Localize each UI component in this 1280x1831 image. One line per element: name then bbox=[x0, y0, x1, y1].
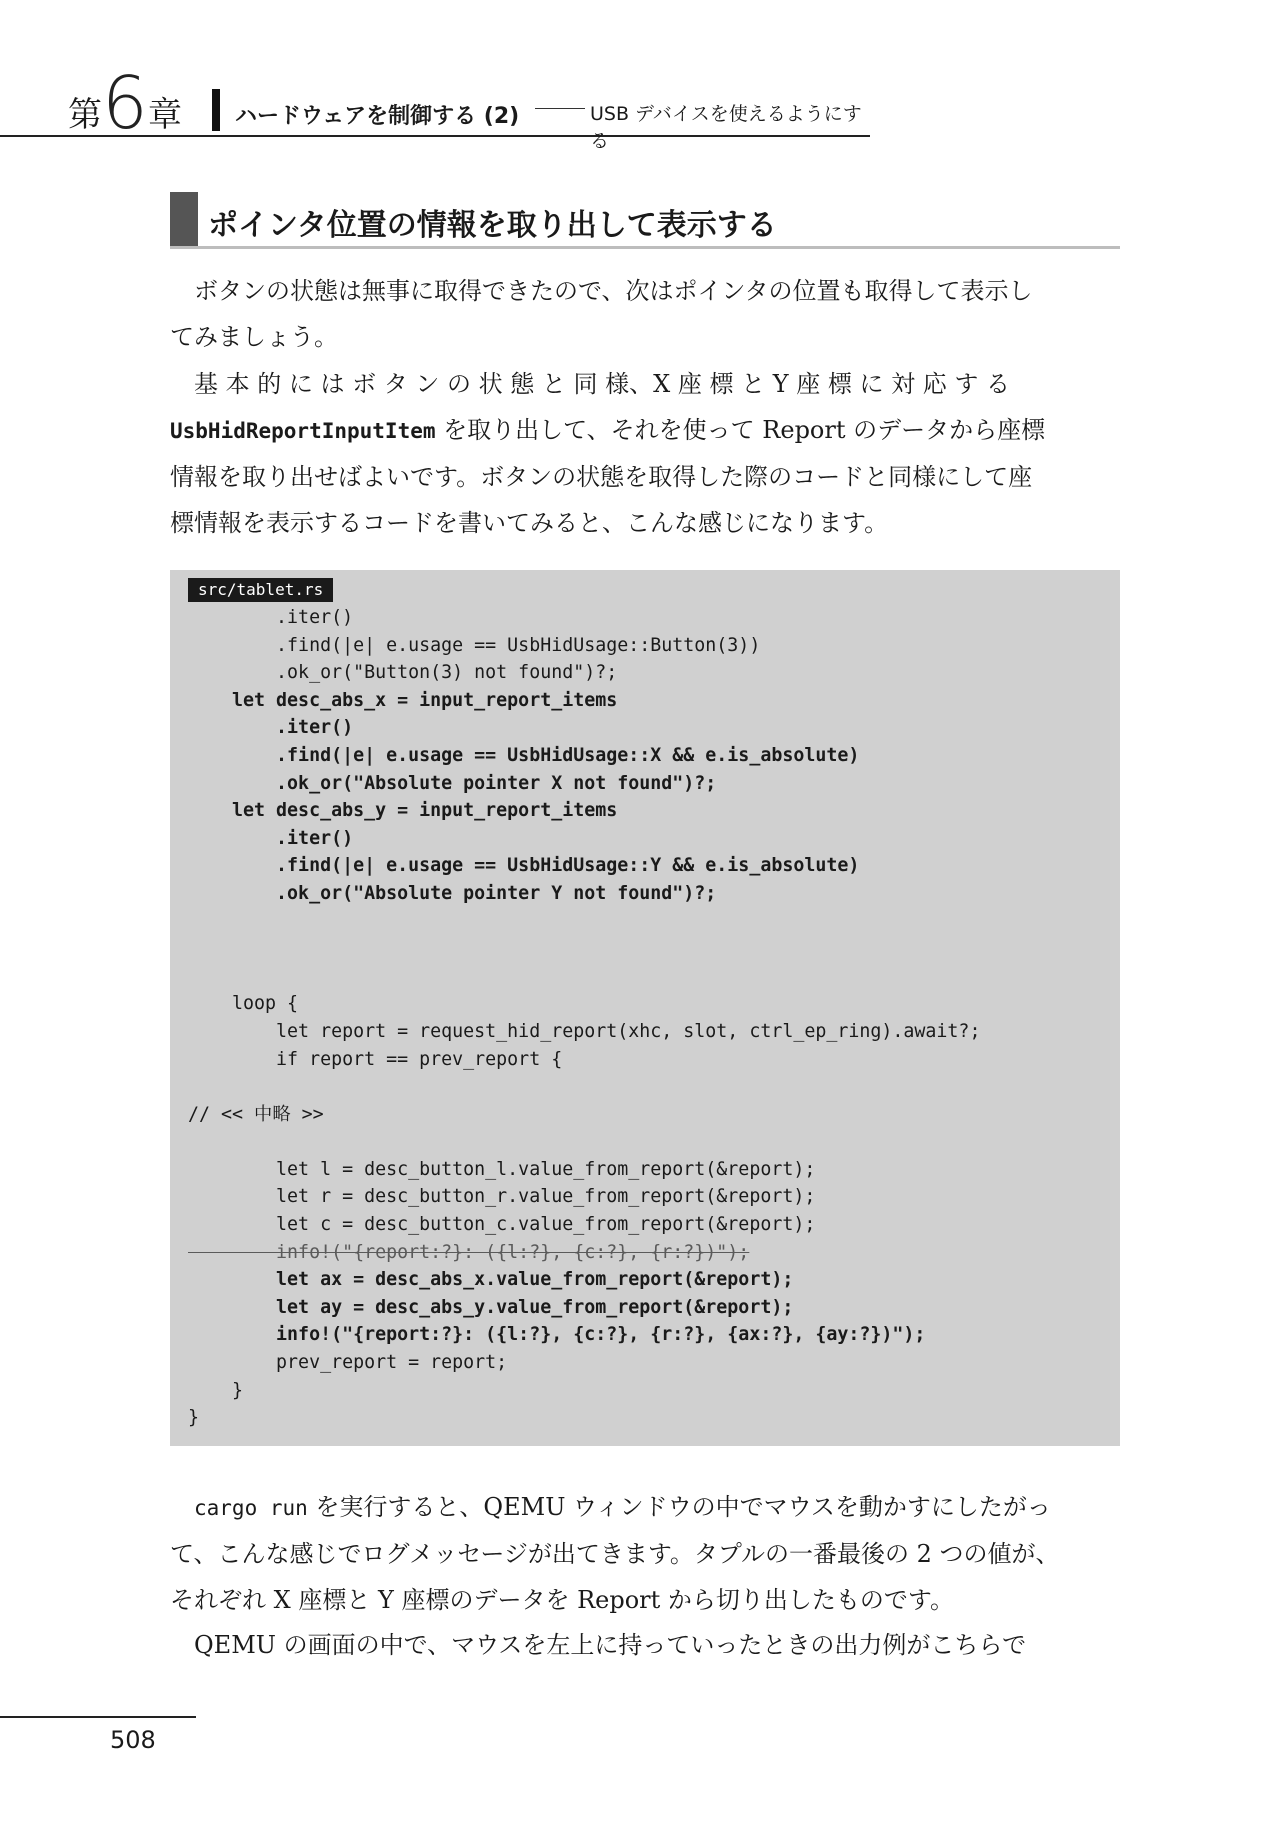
text-fragment: を取り出して、それを使って Report のデータから座標 bbox=[435, 416, 1046, 444]
code-line bbox=[188, 935, 1108, 963]
code-line: // << 中略 >> bbox=[188, 1103, 324, 1125]
text-line: 標情報を表示するコードを書いてみると、こんな感じになります。 bbox=[170, 509, 889, 537]
code-line bbox=[188, 1128, 1108, 1156]
text-line: QEMU の画面の中で、マウスを左上に持っていったときの出力例がこちらで bbox=[170, 1631, 1027, 1659]
section-heading-bar bbox=[170, 192, 198, 246]
code-line: if report == prev_report { bbox=[188, 1048, 563, 1070]
code-line: .find(|e| e.usage == UsbHidUsage::X && e.is_absolute) bbox=[188, 744, 860, 766]
outro-paragraph-1 bbox=[170, 1484, 1120, 1623]
chapter-title: ハードウェアを制御する (2) bbox=[235, 104, 520, 129]
intro-paragraph-1 bbox=[170, 268, 1120, 360]
code-line: } bbox=[188, 1379, 244, 1401]
code-line: .iter() bbox=[188, 607, 354, 628]
code-line bbox=[188, 908, 1108, 936]
code-block bbox=[170, 570, 1120, 1446]
text-line: 基 本 的 に は ボ タ ン の 状 態 と 同 様、X 座 標 と Y 座 標 に 対 応 す る bbox=[170, 370, 1011, 398]
code-line: .find(|e| e.usage == UsbHidUsage::Y && e.is_absolute) bbox=[188, 855, 860, 877]
chapter-suffix: 章 bbox=[148, 95, 182, 135]
page-number: 508 bbox=[110, 1726, 156, 1754]
code-line: let r = desc_button_r.value_from_report(&report); bbox=[188, 1186, 816, 1208]
section-title: ポインタ位置の情報を取り出して表示する bbox=[208, 208, 777, 243]
text-line bbox=[170, 1484, 1120, 1531]
code-line bbox=[188, 1073, 1108, 1101]
code-line: .iter() bbox=[188, 827, 354, 849]
code-line: let report = request_hid_report(xhc, slot, ctrl_ep_ring).await?; bbox=[188, 1020, 981, 1042]
text-line bbox=[170, 407, 1120, 454]
code-line: .ok_or("Absolute pointer Y not found")?; bbox=[188, 882, 717, 904]
text-fragment: を実行すると、QEMU ウィンドウの中でマウスを動かすにしたがっ bbox=[307, 1493, 1051, 1521]
chapter-number: 6 bbox=[102, 61, 148, 145]
chapter-prefix: 第 bbox=[68, 95, 102, 135]
code-line: info!("{report:?}: ({l:?}, {c:?}, {r:?})"); bbox=[188, 1241, 750, 1263]
code-line: let l = desc_button_l.value_from_report(&report); bbox=[188, 1158, 816, 1180]
header-divider-bar bbox=[212, 89, 220, 131]
text-line: て、こんな感じでログメッセージが出てきます。タプルの一番最後の 2 つの値が、 bbox=[170, 1540, 1060, 1568]
code-line: .ok_or("Absolute pointer X not found")?; bbox=[188, 772, 717, 794]
code-line: let ay = desc_abs_y.value_from_report(&report); bbox=[188, 1296, 794, 1318]
text-line: それぞれ X 座標と Y 座標のデータを Report から切り出したものです。 bbox=[170, 1586, 954, 1614]
code-line: .find(|e| e.usage == UsbHidUsage::Button(3)) bbox=[188, 634, 761, 656]
inline-code: cargo run bbox=[194, 1496, 308, 1520]
intro-paragraph-2 bbox=[170, 361, 1120, 546]
code-line: loop { bbox=[188, 993, 299, 1015]
text-line: てみましょう。 bbox=[170, 323, 338, 351]
code-line: .ok_or("Button(3) not found")?; bbox=[188, 662, 618, 684]
code-line: prev_report = report; bbox=[188, 1352, 508, 1374]
footer-rule bbox=[0, 1716, 196, 1718]
code-line bbox=[188, 963, 1108, 991]
text-line: ボタンの状態は無事に取得できたので、次はポインタの位置も取得して表示し bbox=[170, 277, 1033, 305]
code-line: let ax = desc_abs_x.value_from_report(&report); bbox=[188, 1269, 794, 1291]
text-line: 情報を取り出せばよいです。ボタンの状態を取得した際のコードと同様にして座 bbox=[170, 463, 1033, 491]
code-filename-label: src/tablet.rs bbox=[188, 578, 333, 602]
outro-paragraph-2 bbox=[170, 1622, 1120, 1668]
code-line: let c = desc_button_c.value_from_report(&report); bbox=[188, 1214, 816, 1236]
code-lines bbox=[188, 604, 1108, 1432]
code-line: } bbox=[188, 1407, 200, 1429]
chapter-subtitle: USB デバイスを使えるようにする bbox=[590, 103, 862, 152]
running-header bbox=[0, 61, 870, 152]
code-line: let desc_abs_y = input_report_items bbox=[188, 800, 618, 822]
code-line: let desc_abs_x = input_report_items bbox=[188, 689, 618, 711]
header-dash bbox=[535, 108, 585, 109]
section-heading bbox=[170, 192, 1120, 249]
code-line: .iter() bbox=[188, 717, 354, 739]
inline-code: UsbHidReportInputItem bbox=[170, 419, 436, 443]
code-line: info!("{report:?}: ({l:?}, {c:?}, {r:?}, {ax:?}, {ay:?})"); bbox=[188, 1324, 926, 1346]
